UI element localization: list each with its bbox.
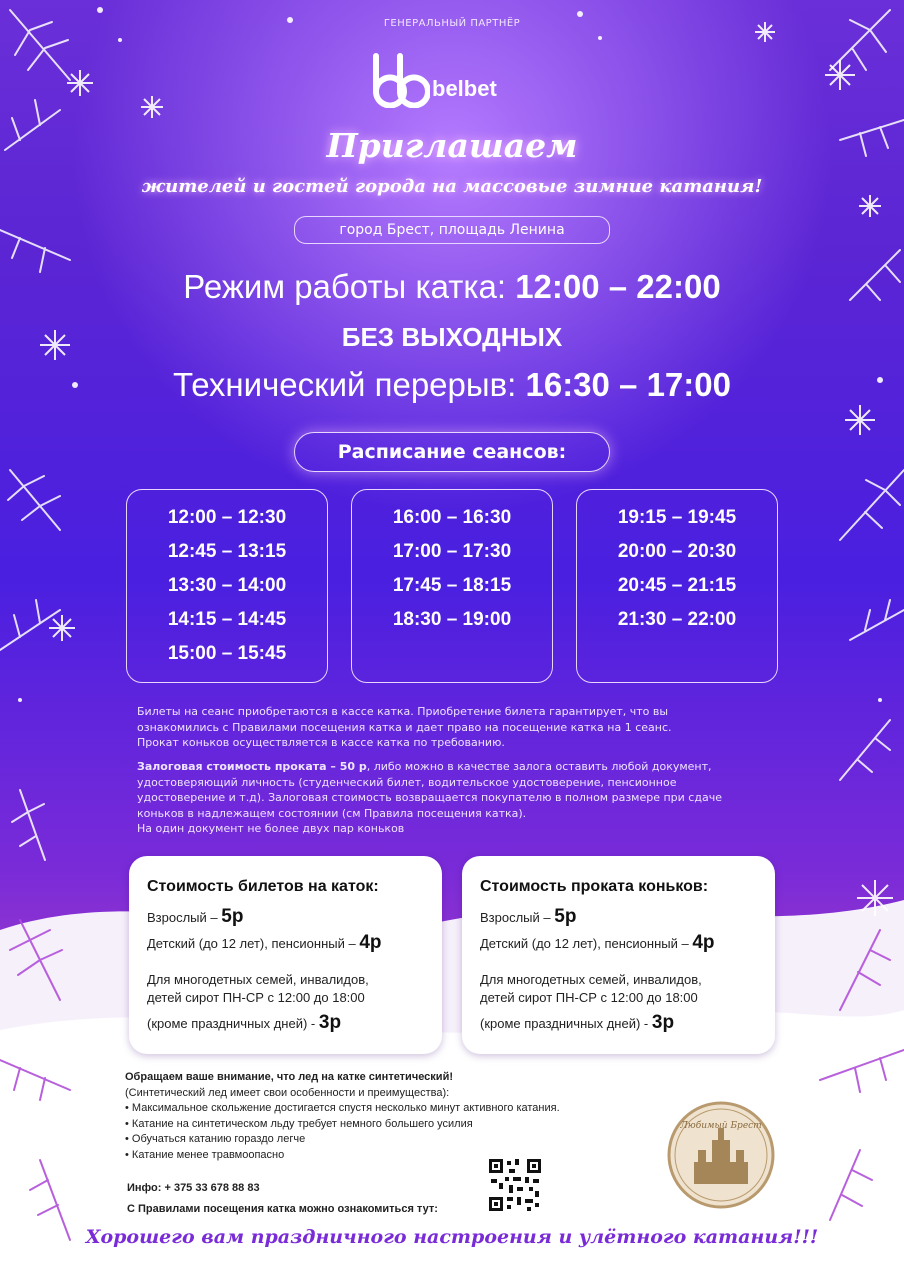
- card-title: Стоимость проката коньков:: [480, 878, 709, 895]
- deposit-line: удостоверение и т.д). Залоговая стоимость возвращается покупателю в полном размере при сдаче: [137, 791, 722, 804]
- deposit-rest: , либо можно в качестве залога оставить любой документ,: [366, 760, 712, 773]
- invite-title: Приглашаем: [326, 126, 578, 165]
- session-slot: 17:45 – 18:15: [392, 575, 512, 596]
- adult-label: Взрослый –: [147, 910, 218, 925]
- invite-subtitle: жителей и гостей города на массовые зимние катания!: [141, 176, 763, 197]
- notice-item: • Катание менее травмоопасно: [125, 1148, 665, 1164]
- session-column-1: [126, 489, 328, 683]
- ticket-info-line: Прокат коньков осуществляется в кассе катка по требованию.: [137, 736, 505, 749]
- adult-label: Взрослый –: [480, 910, 551, 925]
- family-label: (кроме праздничных дней) -: [147, 1016, 316, 1031]
- family-label: (кроме праздничных дней) -: [480, 1016, 649, 1031]
- footer-wish: Хорошего вам праздничного настроения и улётного катания!!!: [85, 1226, 819, 1248]
- session-slot: 21:30 – 22:00: [617, 609, 737, 630]
- break-value: 16:30 – 17:00: [525, 366, 731, 403]
- info-phone: Инфо: + 375 33 678 88 83: [127, 1182, 260, 1194]
- qr-code-icon[interactable]: [487, 1157, 543, 1213]
- ticket-info-line: Билеты на сеанс приобретаются в кассе катка. Приобретение билета гарантирует, что вы: [137, 705, 669, 718]
- session-slot: 20:00 – 20:30: [617, 541, 737, 562]
- child-price: 4р: [359, 932, 382, 953]
- session-column-2: [351, 489, 553, 683]
- notice-item: • Катание на синтетическом льду требует немного большего усилия: [125, 1117, 665, 1133]
- child-label: Детский (до 12 лет), пенсионный –: [147, 936, 356, 951]
- ticket-price-card: [129, 856, 442, 1054]
- notice-item: • Обучаться катанию гораздо легче: [125, 1132, 665, 1148]
- adult-price: 5р: [554, 906, 577, 927]
- adult-price: 5р: [221, 906, 244, 927]
- session-slot: 16:00 – 16:30: [392, 507, 512, 528]
- child-label: Детский (до 12 лет), пенсионный –: [480, 936, 689, 951]
- ticket-info-line: ознакомились с Правилами посещения катка и дает право на посещение катка на 1 сеанс.: [137, 720, 672, 734]
- belbet-logo-mark-icon: [370, 52, 430, 108]
- deposit-line: На один документ не более двух пар коньков: [137, 822, 405, 835]
- deposit-line: коньков в надлежащем состоянии (см Правила посещения катка).: [137, 806, 527, 820]
- card-title: Стоимость билетов на каток:: [147, 878, 379, 895]
- session-slot: 18:30 – 19:00: [392, 609, 512, 630]
- session-slot: 12:00 – 12:30: [167, 507, 287, 528]
- session-slot: 13:30 – 14:00: [167, 575, 287, 596]
- family-line: Для многодетных семей, инвалидов,: [480, 972, 702, 987]
- ticket-info: [137, 704, 777, 751]
- session-column-3: [576, 489, 778, 683]
- session-slot: 17:00 – 17:30: [392, 541, 512, 562]
- notice-title: Обращаем ваше внимание, что лед на катке синтетический!: [125, 1071, 453, 1083]
- family-price: 3р: [651, 1012, 675, 1033]
- synthetic-ice-notice: [125, 1070, 665, 1163]
- location-pill: город Брест, площадь Ленина: [294, 216, 610, 244]
- session-slot: 19:15 – 19:45: [617, 507, 737, 528]
- session-slot: 12:45 – 13:15: [167, 541, 287, 562]
- session-slot: 15:00 – 15:45: [167, 643, 287, 664]
- family-price: 3р: [318, 1012, 342, 1033]
- partner-label: ГЕНЕРАЛЬНЫЙ ПАРТНЁР: [383, 18, 521, 29]
- working-hours: [0, 268, 904, 306]
- deposit-line: удостоверяющий личность (студенческий билет, водительское удостоверение, пенсионное: [137, 775, 677, 789]
- child-price: 4р: [692, 932, 715, 953]
- no-days-off: БЕЗ ВЫХОДНЫХ: [341, 322, 563, 352]
- hours-label: Режим работы катка:: [183, 268, 507, 305]
- stamp-text: Любимый Брест: [680, 1121, 762, 1131]
- family-line: Для многодетных семей, инвалидов,: [147, 972, 369, 987]
- family-line: детей сирот ПН-СР с 12:00 до 18:00: [480, 990, 698, 1005]
- technical-break: [0, 366, 904, 404]
- belbet-logo: [370, 52, 540, 108]
- skate-rental-price-card: [462, 856, 775, 1054]
- session-slot: 14:15 – 14:45: [167, 609, 287, 630]
- hours-value: 12:00 – 22:00: [515, 268, 721, 305]
- session-slot: 20:45 – 21:15: [617, 575, 737, 596]
- lyubimy-brest-stamp: [666, 1100, 776, 1210]
- break-label: Технический перерыв:: [173, 366, 517, 403]
- schedule-title-pill: Расписание сеансов:: [294, 432, 610, 472]
- deposit-bold: Залоговая стоимость проката – 50 р: [137, 760, 367, 773]
- deposit-info: [137, 759, 777, 837]
- notice-item: • Максимальное скольжение достигается спустя несколько минут активного катания.: [125, 1101, 665, 1117]
- family-line: детей сирот ПН-СР с 12:00 до 18:00: [147, 990, 365, 1005]
- rules-link-text: С Правилами посещения катка можно ознакомиться тут:: [127, 1203, 438, 1215]
- brand-name: belbet: [432, 76, 497, 101]
- notice-subtitle: (Синтетический лед имеет свои особенности и преимущества):: [125, 1086, 450, 1099]
